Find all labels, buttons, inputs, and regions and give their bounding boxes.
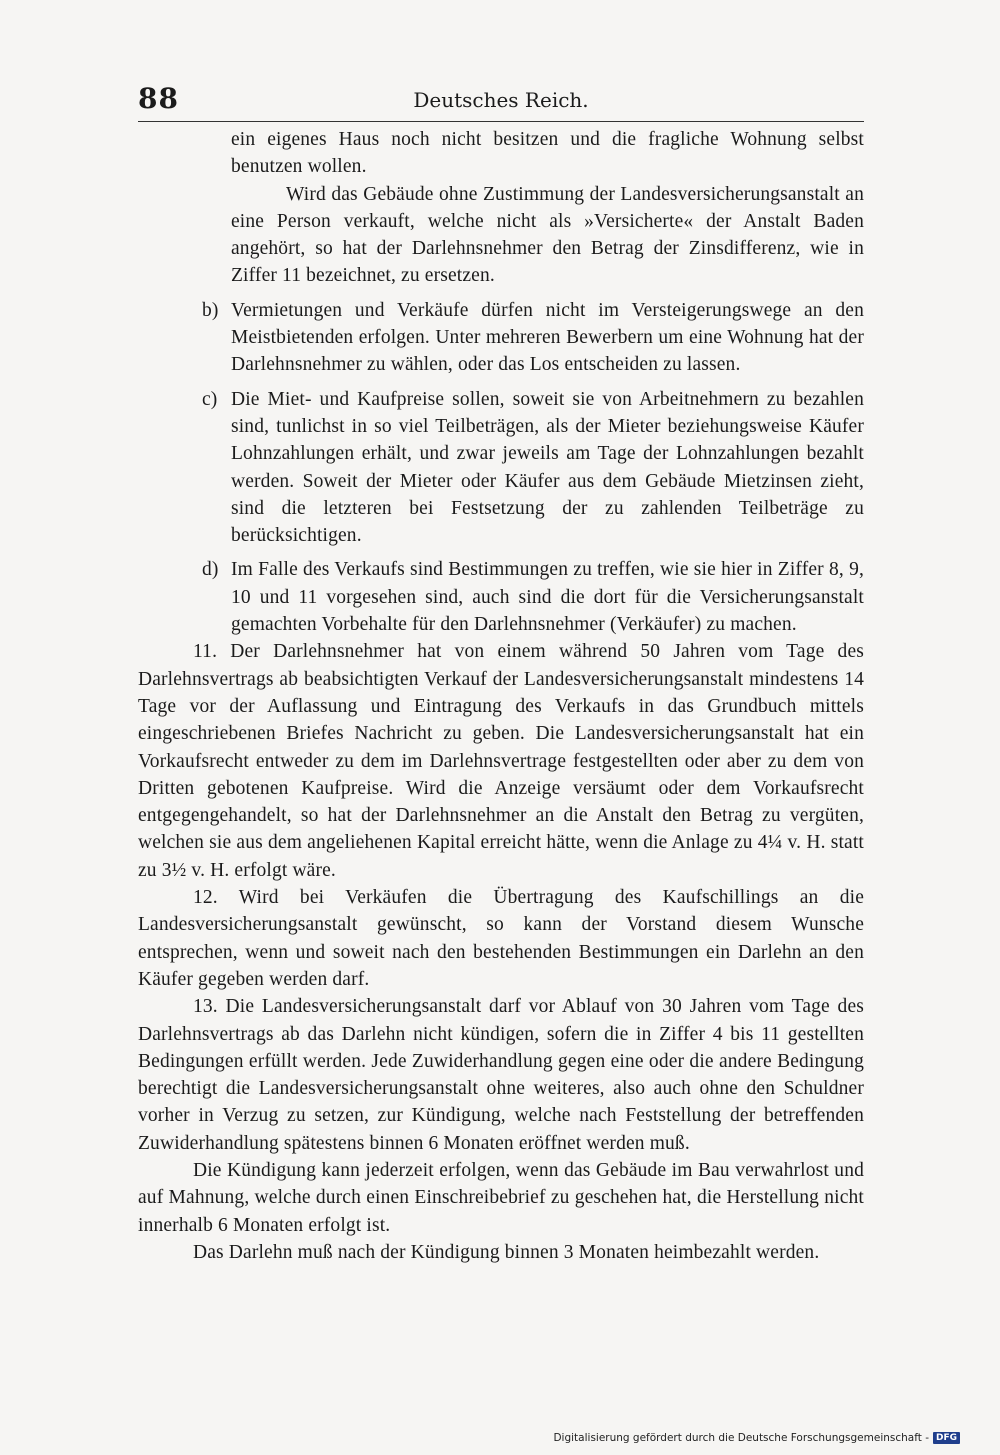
list-item-text: Vermietungen und Verkäufe dürfen nicht im Versteigerungswege an den Meistbietenden erfolgen. Unter mehreren Bewerbern um eine Wohnung hat der Darlehnsnehmer zu wählen, oder das Los entscheiden zu lassen. bbox=[231, 299, 864, 376]
section-12: 12. Wird bei Verkäufen die Übertragung des Kaufschillings an die Landesversicherungsanstalt gewünscht, so kann der Vorstand diesem Wunsche entsprechen, wenn und soweit nach den bestehenden Bestimmungen ein Darlehn an den Käufer gegeben werden darf. bbox=[138, 887, 864, 990]
section-13-termination: Die Kündigung kann jederzeit erfolgen, wenn das Gebäude im Bau verwahrlost und auf Mahnung, welche durch einen Einschreibebrief zu geschehen hat, die Herstellung nicht innerhalb 6 Monaten erfolgt ist. bbox=[138, 1159, 864, 1236]
list-item-label: d) bbox=[202, 559, 219, 581]
list-item-c bbox=[138, 386, 864, 550]
body-text bbox=[138, 126, 864, 1266]
list-item-d bbox=[138, 556, 864, 638]
list-item-label: b) bbox=[202, 299, 219, 321]
section-13-repayment: Das Darlehn muß nach der Kündigung binnen 3 Monaten heimbezahlt werden. bbox=[193, 1241, 820, 1263]
list-item-text: Die Miet- und Kaufpreise sollen, soweit sie von Arbeitnehmern zu bezahlen sind, tunlichst in so viel Teilbeträgen, als der Mieter beziehungsweise Käufer Lohnzahlungen erhält, und zwar jeweils am Tage der Lohnzahlungen bezahlt werden. Soweit der Mieter oder Käufer aus dem Gebäude Mietzinsen zieht, sind die letzteren bei Festsetzung der zu zahlenden Teilbeträge zu berücksichtigen. bbox=[231, 388, 864, 547]
section-11: 11. Der Darlehnsnehmer hat von einem während 50 Jahren vom Tage des Darlehnsvertrags ab beabsichtigten Verkauf der Landesversicherungsanstalt mindestens 14 Tage vor der Auflassung und Eintragung des Verkaufs in das Grundbuch mittels eingeschriebenen Briefes Nachricht zu geben. Die Landesversicherungsanstalt hat ein Vorkaufsrecht entweder zu dem im Darlehnsvertrage festgestellten oder aber zu dem von Dritten gebotenen Kaufpreise. Wird die Anzeige versäumt oder dem Vorkaufsrecht entgegengehandelt, so hat der Darlehnsnehmer an die Anstalt den Betrag zu vergüten, welchen sie aus dem angeliehenen Kapital erreicht hätte, wenn die Anlage zu 4¼ v. H. statt zu 3½ v. H. erfolgt wäre. bbox=[138, 641, 864, 881]
list-item-label: c) bbox=[202, 388, 218, 410]
continued-paragraph: ein eigenes Haus noch nicht besitzen und die fragliche Wohnung selbst benutzen wollen. bbox=[231, 129, 864, 178]
page-header bbox=[138, 82, 864, 116]
list-item-b bbox=[138, 297, 864, 379]
digitization-credit bbox=[553, 1432, 960, 1444]
continued-paragraph-2: Wird das Gebäude ohne Zustimmung der Landesversicherungsanstalt an eine Person verkauft, welche nicht als »Versicherte« der Anstalt Baden angehört, so hat der Darlehnsnehmer den Betrag der Zinsdifferenz, wie in Ziffer 11 bezeichnet, zu ersetzen. bbox=[231, 183, 864, 287]
credit-text: Digitalisierung gefördert durch die Deutsche Forschungsgemeinschaft - bbox=[553, 1432, 929, 1444]
running-title: Deutsches Reich. bbox=[413, 88, 589, 112]
dfg-logo: DFG bbox=[933, 1432, 960, 1444]
page-number: 88 bbox=[138, 82, 179, 115]
header-rule bbox=[138, 121, 864, 122]
list-item-text: Im Falle des Verkaufs sind Bestimmungen zu treffen, wie sie hier in Ziffer 8, 9, 10 und 11 vorgesehen sind, auch sind die dort für die Versicherungsanstalt gemachten Vorbehalte für den Darlehnsnehmer (Verkäufer) zu machen. bbox=[231, 559, 864, 636]
section-13: 13. Die Landesversicherungsanstalt darf vor Ablauf von 30 Jahren vom Tage des Darlehnsvertrags ab das Darlehn nicht kündigen, sofern die in Ziffer 4 bis 11 gestellten Bedingungen erfüllt werden. Jede Zuwiderhandlung gegen eine oder die andere Bedingung berechtigt die Landesversicherungsanstalt ohne weiteres, also auch ohne den Schuldner vorher in Verzug zu setzen, zur Kündigung, welche nach Feststellung der betreffenden Zuwiderhandlung spätestens binnen 6 Monaten eröffnet werden muß. bbox=[138, 996, 864, 1154]
